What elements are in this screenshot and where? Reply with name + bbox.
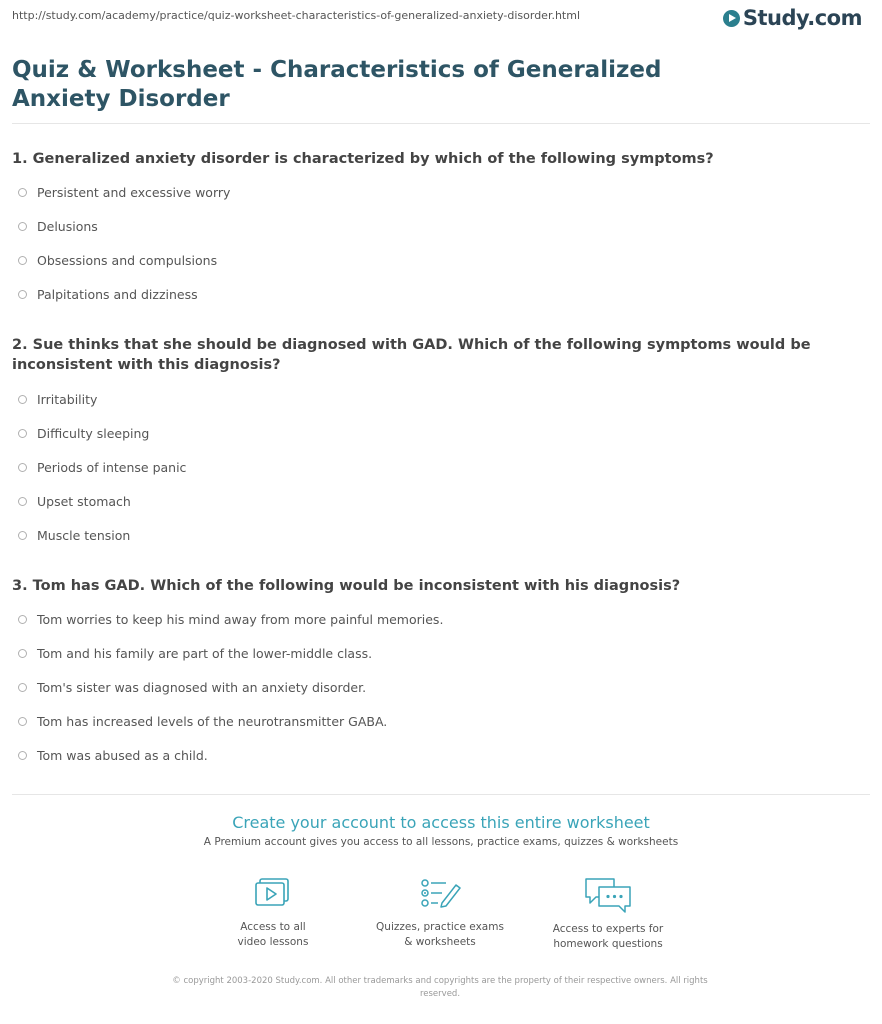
copyright-footer: © copyright 2003-2020 Study.com. All other trademarks and copyrights are the property of their respective owners. All rights reserved. xyxy=(172,976,708,999)
radio-button[interactable] xyxy=(18,717,27,726)
feature-quizzes xyxy=(365,876,515,950)
question-3-option-3[interactable]: Tom's sister was diagnosed with an anxiety disorder. xyxy=(18,680,366,695)
cta-subtitle: A Premium account gives you access to all lessons, practice exams, quizzes & worksheets xyxy=(203,836,679,848)
question-1: 1. Generalized anxiety disorder is characterized by which of the following symptoms? xyxy=(12,151,714,167)
radio-button[interactable] xyxy=(18,751,27,760)
page-title: Quiz & Worksheet - Characteristics of Generalized Anxiety Disorder xyxy=(12,57,662,112)
question-3-option-2[interactable]: Tom and his family are part of the lower-middle class. xyxy=(18,646,372,661)
logo-text: Study.com xyxy=(742,6,862,30)
radio-button[interactable] xyxy=(18,290,27,299)
radio-button[interactable] xyxy=(18,683,27,692)
title-divider xyxy=(12,123,870,124)
radio-button[interactable] xyxy=(18,463,27,472)
play-logo-icon xyxy=(723,10,740,27)
feature-label: Access to experts for homework questions xyxy=(552,923,664,950)
question-1-option-2[interactable]: Delusions xyxy=(18,219,98,234)
radio-button[interactable] xyxy=(18,649,27,658)
cta-divider xyxy=(12,794,870,795)
radio-button[interactable] xyxy=(18,429,27,438)
feature-label: Access to all video lessons xyxy=(237,921,309,948)
radio-button[interactable] xyxy=(18,256,27,265)
expert-chat-icon xyxy=(583,876,633,914)
feature-video-lessons xyxy=(198,876,348,950)
question-3-option-5[interactable]: Tom was abused as a child. xyxy=(18,748,208,763)
quiz-checklist-icon xyxy=(418,876,462,912)
question-2-option-1[interactable]: Irritability xyxy=(18,392,97,407)
question-3: 3. Tom has GAD. Which of the following would be inconsistent with his diagnosis? xyxy=(12,578,681,594)
question-2: 2. Sue thinks that she should be diagnosed with GAD. Which of the following symptoms would be inconsistent with this diagnosis? xyxy=(12,337,811,373)
radio-button[interactable] xyxy=(18,497,27,506)
radio-button[interactable] xyxy=(18,188,27,197)
radio-button[interactable] xyxy=(18,615,27,624)
question-2-option-4[interactable]: Upset stomach xyxy=(18,494,131,509)
question-2-option-2[interactable]: Difficulty sleeping xyxy=(18,426,149,441)
question-3-option-1[interactable]: Tom worries to keep his mind away from more painful memories. xyxy=(18,612,443,627)
question-1-option-3[interactable]: Obsessions and compulsions xyxy=(18,253,217,268)
question-2-option-3[interactable]: Periods of intense panic xyxy=(18,460,186,475)
create-account-link[interactable]: Create your account to access this entire worksheet xyxy=(232,813,650,832)
question-2-option-5[interactable]: Muscle tension xyxy=(18,528,130,543)
page-url: http://study.com/academy/practice/quiz-worksheet-characteristics-of-generalized-anxiety-disorder.html xyxy=(12,9,581,22)
question-3-option-4[interactable]: Tom has increased levels of the neurotransmitter GABA. xyxy=(18,714,387,729)
radio-button[interactable] xyxy=(18,222,27,231)
study-logo[interactable] xyxy=(723,6,862,30)
feature-experts xyxy=(533,876,683,952)
radio-button[interactable] xyxy=(18,395,27,404)
video-lessons-icon xyxy=(252,876,294,912)
feature-label: Quizzes, practice exams & worksheets xyxy=(376,921,504,948)
radio-button[interactable] xyxy=(18,531,27,540)
question-1-option-1[interactable]: Persistent and excessive worry xyxy=(18,185,230,200)
question-1-option-4[interactable]: Palpitations and dizziness xyxy=(18,287,198,302)
